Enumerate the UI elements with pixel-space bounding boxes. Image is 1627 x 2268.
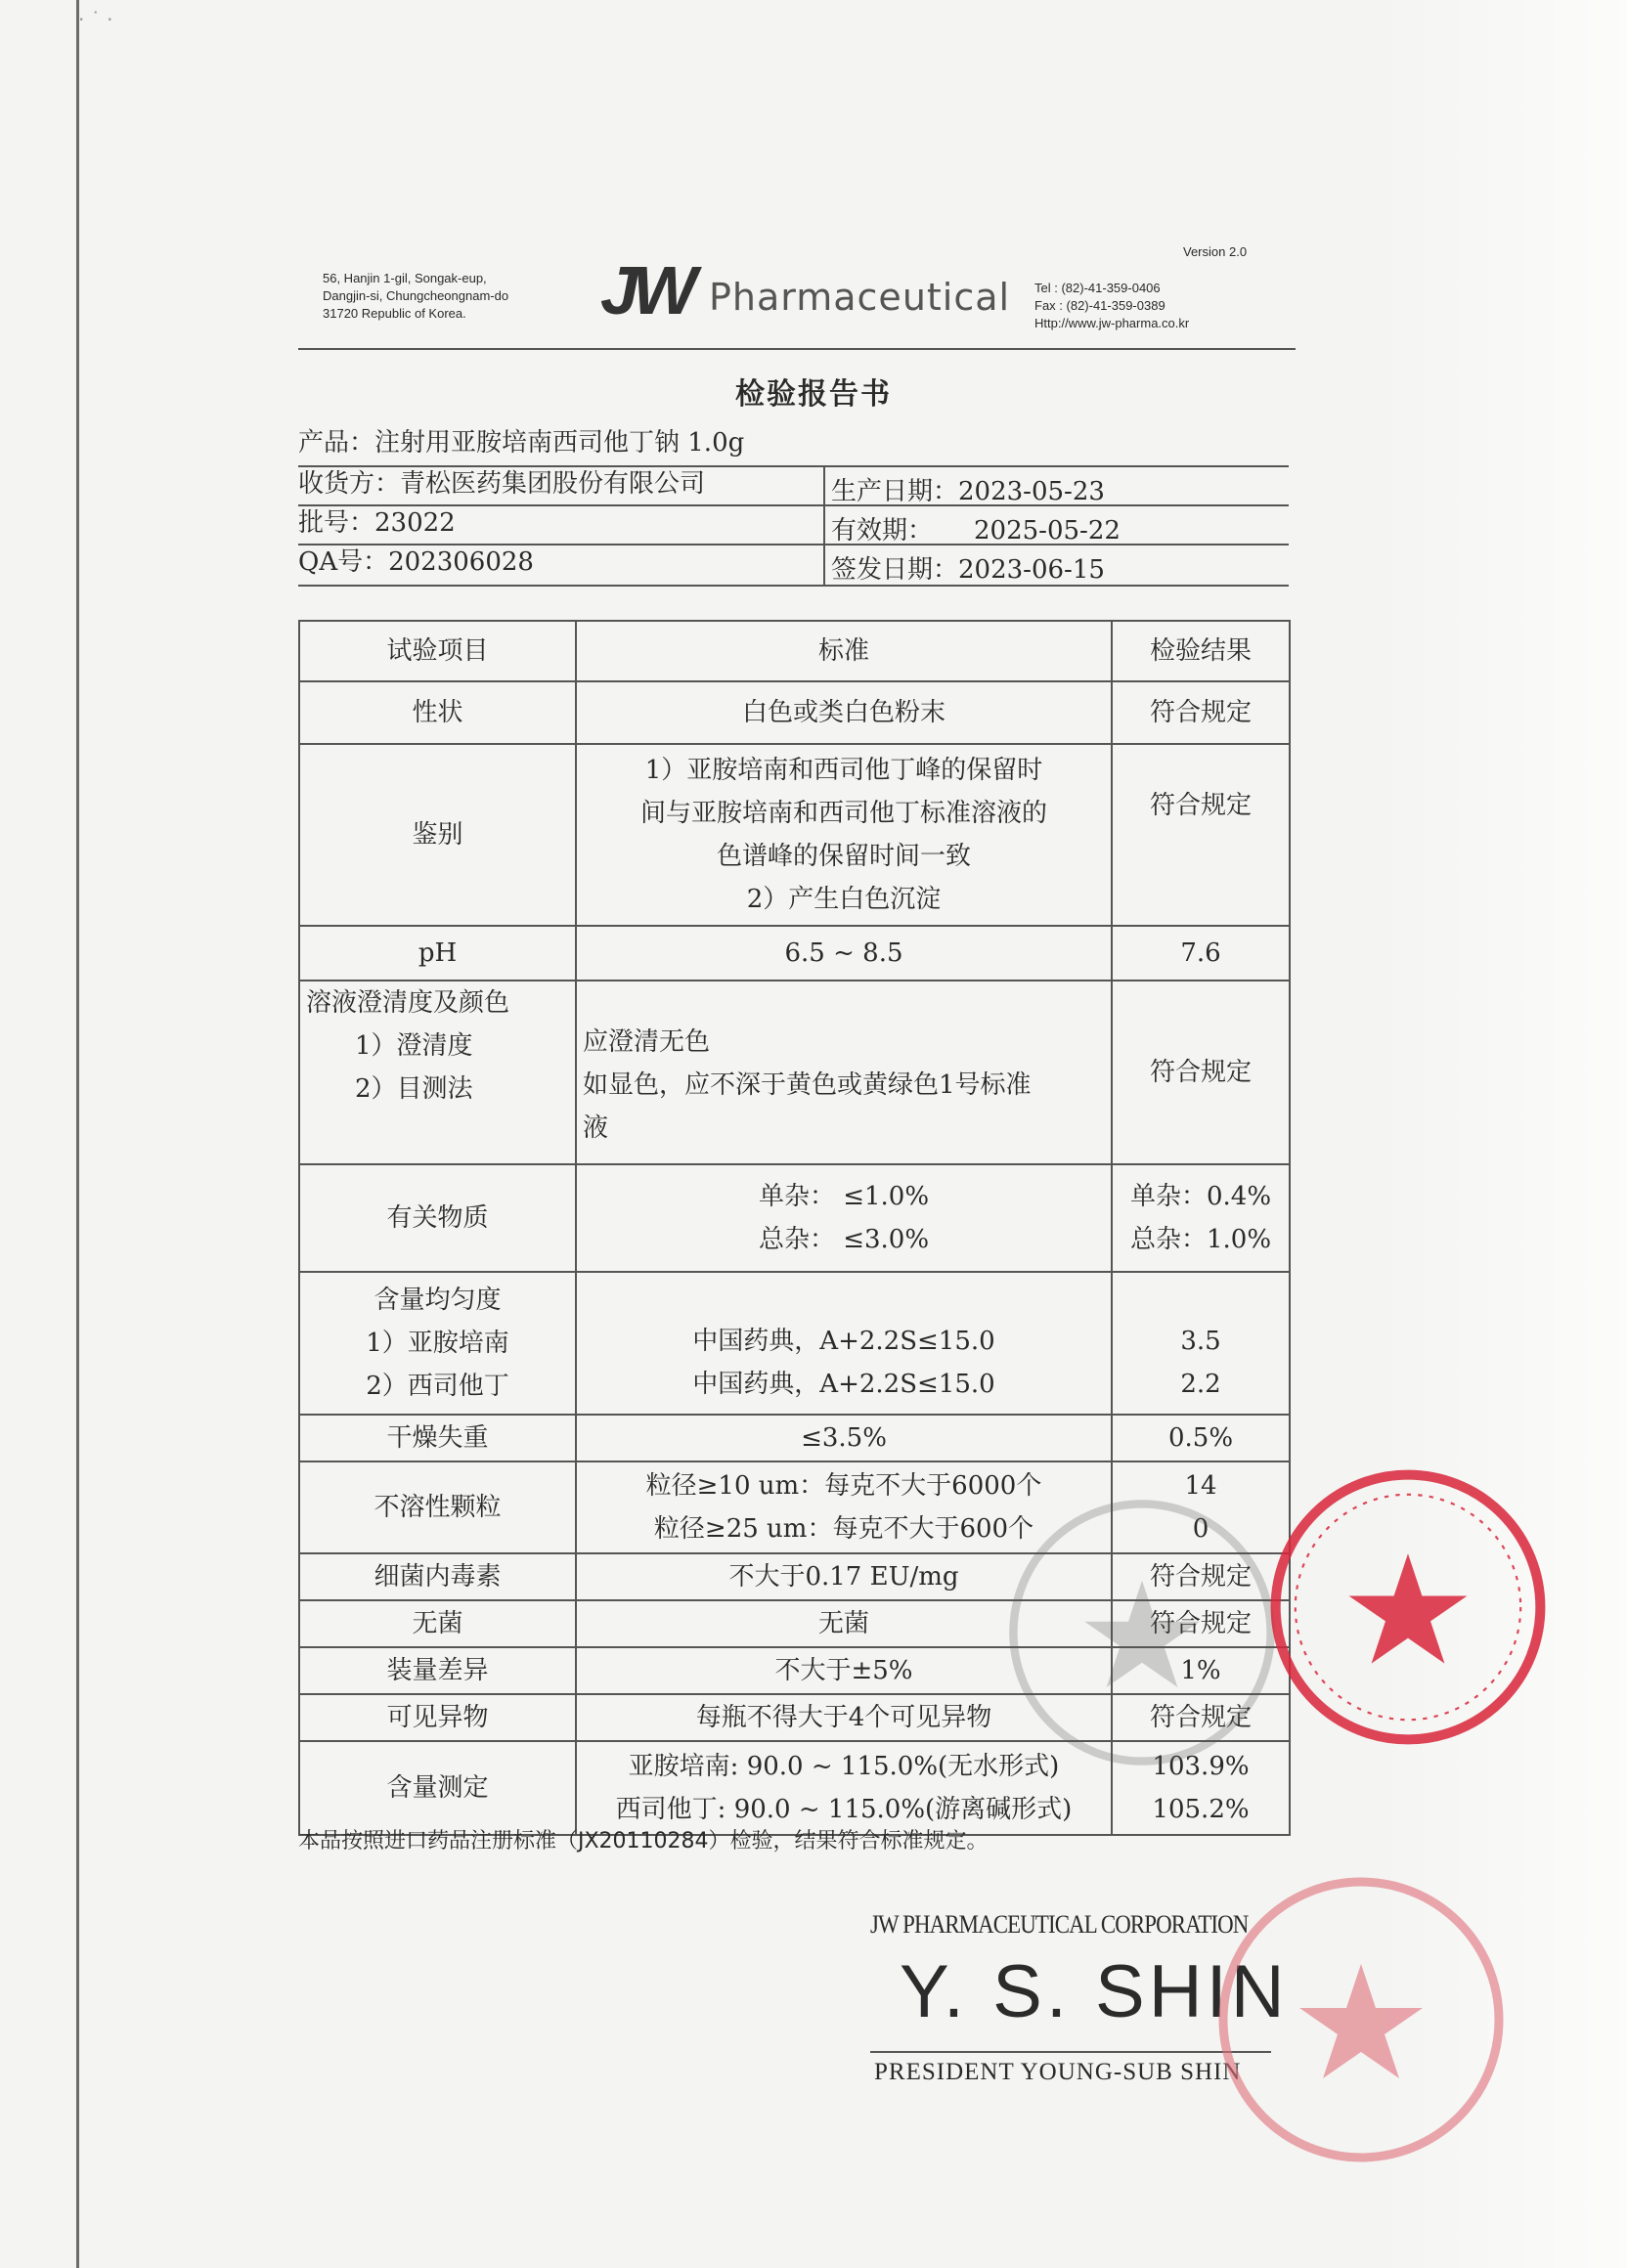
table-row [299,1415,1290,1461]
header-result: 检验结果 [1112,621,1290,681]
website: Http://www.jw-pharma.co.kr [1034,316,1190,330]
test-item: 可见异物 [299,1694,576,1741]
standard [576,981,1112,1164]
table-row [299,744,1290,926]
pink-seal-stamp [1214,1873,1508,2166]
test-item: 干燥失重 [299,1415,576,1461]
test-item [299,1272,576,1415]
mfg-date-value: 2023-05-23 [958,477,1105,506]
binding-margin-line [76,0,79,2268]
test-item: 不溶性颗粒 [299,1461,576,1553]
exp-date-label: 有效期： [831,516,934,545]
company-contact [1034,280,1189,332]
item-line: 2）目测法 [355,1074,473,1104]
test-item: 无菌 [299,1600,576,1647]
letterhead-rule [298,348,1296,350]
item-line: 1）澄清度 [355,1031,473,1061]
result-line: 0 [1192,1514,1209,1544]
result: 符合规定 [1112,1694,1290,1741]
item-line: 2）西司他丁 [366,1372,509,1401]
result-line: 2.2 [1180,1370,1221,1399]
logo-wordmark: Pharmaceutical [709,276,1011,319]
logo-mark: JW [600,252,691,328]
test-item: 有关物质 [299,1164,576,1272]
issue-date-label: 签发日期： [831,555,959,585]
result-line: 单杂：0.4% [1129,1182,1272,1211]
scan-specks: · ˙ · [78,8,113,31]
result-line: 3.5 [1180,1327,1221,1356]
company-logo [600,252,1011,328]
standard-line: 粒径≥10 um：每克不大于6000个 [645,1471,1042,1501]
signature-rule [870,2051,1271,2053]
address-line: Dangjin-si, Chungcheongnam-do [323,288,509,303]
tel-number: Tel : (82)-41-359-0406 [1034,281,1161,295]
standard-line: 中国药典，A+2.2S≤15.0 [692,1327,995,1356]
standard: 6.5 ~ 8.5 [576,926,1112,981]
item-line: 1）亚胺培南 [366,1329,509,1358]
result: 符合规定 [1112,981,1290,1164]
test-item: 鉴别 [299,744,576,926]
standard-line: 西司他丁: 90.0 ~ 115.0%(游离碱形式) [615,1795,1073,1824]
conclusion-note: 本品按照进口药品注册标准（JX20110284）检验，结果符合标准规定。 [298,1829,989,1854]
table-row [299,981,1290,1164]
standard: ≤3.5% [576,1415,1112,1461]
version-label: Version 2.0 [1183,244,1248,259]
standard-line: 1）亚胺培南和西司他丁峰的保留时 [644,756,1043,785]
gray-seal-stamp [1005,1496,1279,1769]
standard-line: 粒径≥25 um：每克不大于600个 [653,1514,1034,1544]
standard-line: 如显色，应不深于黄色或黄绿色1号标准 [583,1070,1032,1100]
fax-number: Fax : (82)-41-359-0389 [1034,298,1165,313]
result: 7.6 [1112,926,1290,981]
address-line: 31720 Republic of Korea. [323,306,466,321]
mfg-date-label: 生产日期： [831,477,959,506]
issue-date-line [831,549,1105,586]
result: 0.5% [1112,1415,1290,1461]
product-line: 产品：注射用亚胺培南西司他丁钠 1.0g [298,428,745,458]
batch-line: 批号：23022 [298,508,456,538]
result [1112,1164,1290,1272]
gray-seal-graphic [1005,1496,1279,1769]
standard: 无菌 [576,1600,1112,1647]
red-seal-graphic [1267,1466,1549,1748]
standard [576,744,1112,926]
standard: 不大于0.17 EU/mg [576,1553,1112,1600]
standard-line: 液 [583,1113,609,1143]
table-row [299,681,1290,744]
header-test-item: 试验项目 [299,621,576,681]
standard: 白色或类白色粉末 [576,681,1112,744]
table-row [299,926,1290,981]
signing-company: JW PHARMACEUTICAL CORPORATION [870,1910,1249,1939]
standard-line: 总杂： ≤3.0% [758,1225,930,1254]
standard: 每瓶不得大于4个可见异物 [576,1694,1112,1741]
standard-line: 中国药典，A+2.2S≤15.0 [692,1370,995,1399]
standard-line: 应澄清无色 [583,1027,711,1057]
standard-line: 亚胺培南: 90.0 ~ 115.0%(无水形式) [628,1752,1060,1781]
standard-line: 单杂： ≤1.0% [758,1182,930,1211]
red-seal-stamp [1267,1466,1549,1748]
exp-date-line [831,510,1121,546]
result-line: 103.9% [1152,1752,1250,1781]
result-line: 105.2% [1152,1795,1250,1824]
result [1112,1272,1290,1415]
pink-seal-graphic [1214,1873,1508,2166]
exp-date-value: 2025-05-22 [974,516,1121,545]
company-address [323,270,508,323]
test-item: 含量测定 [299,1741,576,1835]
standard [576,1164,1112,1272]
table-row [299,1272,1290,1415]
standard [576,1272,1112,1415]
item-line: 含量均匀度 [374,1286,502,1315]
handwritten-signature: Y. S. SHIN [900,1950,1289,2033]
result: 符合规定 [1112,744,1290,926]
signatory-title: PRESIDENT YOUNG-SUB SHIN [874,2059,1242,2085]
qa-line: QA号：202306028 [298,547,534,577]
result-line: 14 [1184,1471,1217,1501]
address-line: 56, Hanjin 1-gil, Songak-eup, [323,271,487,285]
info-rule [298,585,1289,587]
header-standard: 标准 [576,621,1112,681]
result: 符合规定 [1112,681,1290,744]
issue-date-value: 2023-06-15 [958,555,1105,585]
table-header-row [299,621,1290,681]
info-divider [823,467,825,585]
test-item: 性状 [299,681,576,744]
test-item: pH [299,926,576,981]
consignee-line: 收货方：青松医药集团股份有限公司 [298,469,706,499]
table-row [299,1164,1290,1272]
standard: 不大于±5% [576,1647,1112,1694]
mfg-date-line [831,471,1105,507]
item-line: 溶液澄清度及颜色 [306,988,510,1018]
standard-line: 2）产生白色沉淀 [746,885,942,914]
result: 1% [1112,1647,1290,1694]
document-title: 检验报告书 [735,377,892,412]
test-item: 细菌内毒素 [299,1553,576,1600]
result: 符合规定 [1112,1553,1290,1600]
standard-line: 间与亚胺培南和西司他丁标准溶液的 [639,799,1047,828]
result: 符合规定 [1112,1600,1290,1647]
test-item: 装量差异 [299,1647,576,1694]
result-line: 总杂：1.0% [1129,1225,1272,1254]
standard-line: 色谱峰的保留时间一致 [716,842,971,871]
test-item [299,981,576,1164]
